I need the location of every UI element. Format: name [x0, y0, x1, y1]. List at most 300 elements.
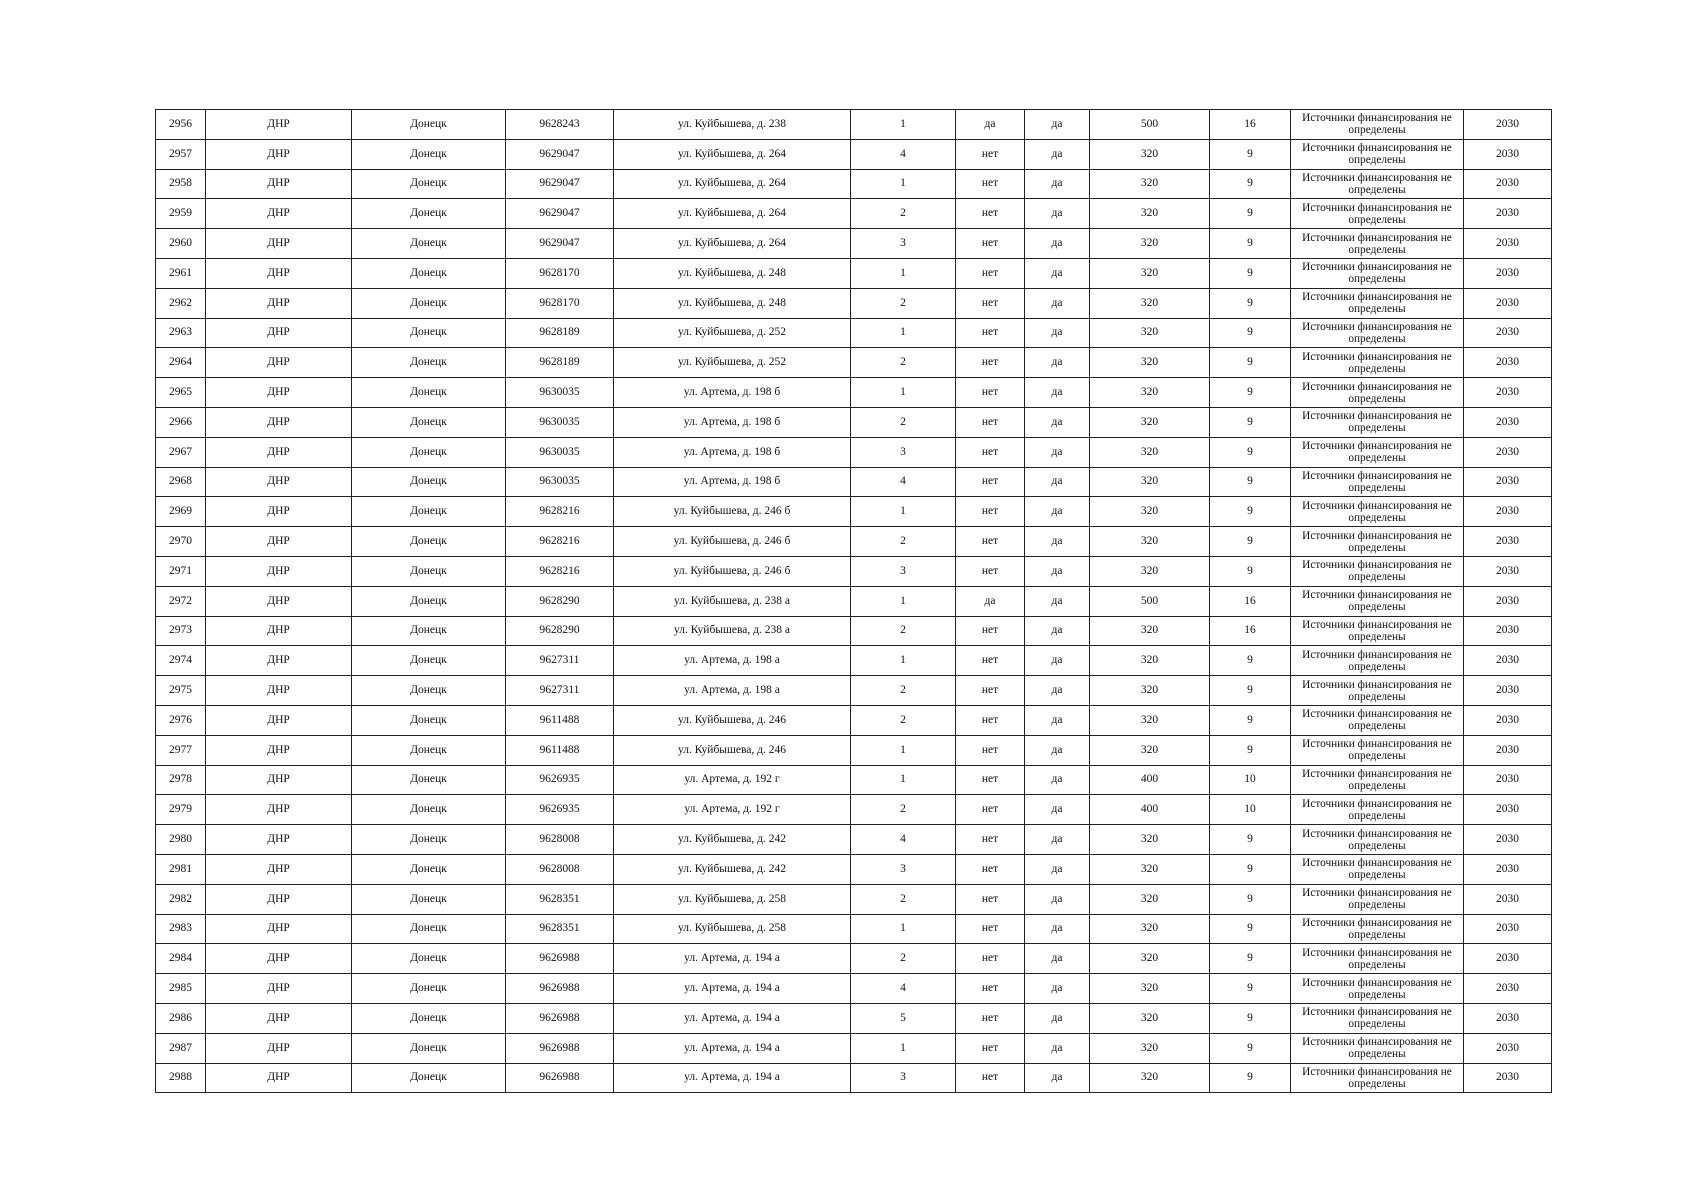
row-number-cell: 2986 — [156, 1003, 206, 1033]
object-code-cell: 9626988 — [506, 974, 614, 1004]
entrance-cell: 1 — [851, 914, 956, 944]
address-cell: ул. Артема, д. 198 б — [614, 407, 851, 437]
address-cell: ул. Артема, д. 194 а — [614, 1063, 851, 1093]
address-cell: ул. Куйбышева, д. 258 — [614, 914, 851, 944]
city-cell: Донецк — [352, 527, 506, 557]
object-code-cell: 9628008 — [506, 854, 614, 884]
funding-cell: Источники финансирования не определены — [1291, 586, 1464, 616]
flag1-cell: нет — [956, 1003, 1025, 1033]
capacity-cell: 320 — [1090, 229, 1210, 259]
funding-cell: Источники финансирования не определены — [1291, 646, 1464, 676]
capacity-cell: 320 — [1090, 646, 1210, 676]
flag1-cell: нет — [956, 318, 1025, 348]
entrance-cell: 1 — [851, 378, 956, 408]
year-cell: 2030 — [1464, 825, 1552, 855]
object-code-cell: 9628170 — [506, 288, 614, 318]
entrance-cell: 2 — [851, 527, 956, 557]
capacity-cell: 320 — [1090, 318, 1210, 348]
row-number-cell: 2966 — [156, 407, 206, 437]
region-cell: ДНР — [206, 974, 352, 1004]
region-cell: ДНР — [206, 1003, 352, 1033]
row-number-cell: 2970 — [156, 527, 206, 557]
capacity-cell: 320 — [1090, 854, 1210, 884]
row-number-cell: 2964 — [156, 348, 206, 378]
city-cell: Донецк — [352, 229, 506, 259]
row-number-cell: 2983 — [156, 914, 206, 944]
flag1-cell: нет — [956, 795, 1025, 825]
floors-cell: 9 — [1210, 944, 1291, 974]
year-cell: 2030 — [1464, 1003, 1552, 1033]
row-number-cell: 2960 — [156, 229, 206, 259]
floors-cell: 9 — [1210, 914, 1291, 944]
city-cell: Донецк — [352, 1033, 506, 1063]
region-cell: ДНР — [206, 110, 352, 140]
year-cell: 2030 — [1464, 229, 1552, 259]
flag1-cell: нет — [956, 169, 1025, 199]
row-number-cell: 2957 — [156, 139, 206, 169]
address-cell: ул. Куйбышева, д. 246 — [614, 735, 851, 765]
flag1-cell: нет — [956, 825, 1025, 855]
flag2-cell: да — [1025, 795, 1090, 825]
floors-cell: 9 — [1210, 974, 1291, 1004]
funding-cell: Источники финансирования не определены — [1291, 735, 1464, 765]
entrance-cell: 4 — [851, 974, 956, 1004]
row-number-cell: 2962 — [156, 288, 206, 318]
region-cell: ДНР — [206, 497, 352, 527]
flag1-cell: нет — [956, 646, 1025, 676]
table-row — [156, 258, 1552, 288]
row-number-cell: 2968 — [156, 467, 206, 497]
address-cell: ул. Артема, д. 198 б — [614, 467, 851, 497]
table-row — [156, 556, 1552, 586]
entrance-cell: 2 — [851, 795, 956, 825]
object-code-cell: 9629047 — [506, 199, 614, 229]
flag1-cell: да — [956, 110, 1025, 140]
floors-cell: 9 — [1210, 556, 1291, 586]
floors-cell: 9 — [1210, 854, 1291, 884]
entrance-cell: 3 — [851, 1063, 956, 1093]
table-row — [156, 854, 1552, 884]
row-number-cell: 2977 — [156, 735, 206, 765]
flag2-cell: да — [1025, 914, 1090, 944]
table-row — [156, 884, 1552, 914]
object-code-cell: 9628290 — [506, 586, 614, 616]
object-code-cell: 9611488 — [506, 705, 614, 735]
flag2-cell: да — [1025, 527, 1090, 557]
object-code-cell: 9626988 — [506, 1063, 614, 1093]
capacity-cell: 320 — [1090, 944, 1210, 974]
entrance-cell: 1 — [851, 1033, 956, 1063]
entrance-cell: 2 — [851, 676, 956, 706]
capacity-cell: 320 — [1090, 914, 1210, 944]
city-cell: Донецк — [352, 258, 506, 288]
row-number-cell: 2980 — [156, 825, 206, 855]
year-cell: 2030 — [1464, 199, 1552, 229]
capacity-cell: 320 — [1090, 884, 1210, 914]
funding-cell: Источники финансирования не определены — [1291, 378, 1464, 408]
capacity-cell: 320 — [1090, 1033, 1210, 1063]
funding-cell: Источники финансирования не определены — [1291, 110, 1464, 140]
floors-cell: 9 — [1210, 318, 1291, 348]
region-cell: ДНР — [206, 407, 352, 437]
row-number-cell: 2984 — [156, 944, 206, 974]
city-cell: Донецк — [352, 705, 506, 735]
flag1-cell: нет — [956, 497, 1025, 527]
capacity-cell: 320 — [1090, 437, 1210, 467]
year-cell: 2030 — [1464, 944, 1552, 974]
capacity-cell: 320 — [1090, 676, 1210, 706]
flag1-cell: нет — [956, 378, 1025, 408]
year-cell: 2030 — [1464, 527, 1552, 557]
floors-cell: 9 — [1210, 1003, 1291, 1033]
year-cell: 2030 — [1464, 318, 1552, 348]
address-cell: ул. Артема, д. 198 б — [614, 378, 851, 408]
capacity-cell: 320 — [1090, 1063, 1210, 1093]
city-cell: Донецк — [352, 497, 506, 527]
flag1-cell: нет — [956, 229, 1025, 259]
flag1-cell: нет — [956, 735, 1025, 765]
funding-cell: Источники финансирования не определены — [1291, 527, 1464, 557]
capacity-cell: 320 — [1090, 705, 1210, 735]
address-cell: ул. Куйбышева, д. 238 а — [614, 616, 851, 646]
table-row — [156, 437, 1552, 467]
city-cell: Донецк — [352, 854, 506, 884]
flag2-cell: да — [1025, 616, 1090, 646]
funding-cell: Источники финансирования не определены — [1291, 556, 1464, 586]
city-cell: Донецк — [352, 139, 506, 169]
entrance-cell: 5 — [851, 1003, 956, 1033]
funding-cell: Источники финансирования не определены — [1291, 676, 1464, 706]
registry-table — [155, 109, 1552, 1093]
flag2-cell: да — [1025, 110, 1090, 140]
row-number-cell: 2958 — [156, 169, 206, 199]
table-row — [156, 765, 1552, 795]
address-cell: ул. Куйбышева, д. 246 б — [614, 497, 851, 527]
city-cell: Донецк — [352, 825, 506, 855]
year-cell: 2030 — [1464, 378, 1552, 408]
region-cell: ДНР — [206, 884, 352, 914]
row-number-cell: 2971 — [156, 556, 206, 586]
flag2-cell: да — [1025, 407, 1090, 437]
city-cell: Донецк — [352, 348, 506, 378]
object-code-cell: 9630035 — [506, 407, 614, 437]
table-row — [156, 586, 1552, 616]
city-cell: Донецк — [352, 378, 506, 408]
year-cell: 2030 — [1464, 169, 1552, 199]
address-cell: ул. Куйбышева, д. 264 — [614, 139, 851, 169]
row-number-cell: 2956 — [156, 110, 206, 140]
object-code-cell: 9627311 — [506, 676, 614, 706]
capacity-cell: 320 — [1090, 497, 1210, 527]
object-code-cell: 9626988 — [506, 1003, 614, 1033]
address-cell: ул. Куйбышева, д. 238 а — [614, 586, 851, 616]
entrance-cell: 2 — [851, 288, 956, 318]
floors-cell: 9 — [1210, 288, 1291, 318]
year-cell: 2030 — [1464, 854, 1552, 884]
address-cell: ул. Куйбышева, д. 258 — [614, 884, 851, 914]
table-row — [156, 1033, 1552, 1063]
flag2-cell: да — [1025, 169, 1090, 199]
city-cell: Донецк — [352, 795, 506, 825]
object-code-cell: 9628170 — [506, 258, 614, 288]
object-code-cell: 9628216 — [506, 527, 614, 557]
flag1-cell: нет — [956, 1033, 1025, 1063]
entrance-cell: 1 — [851, 318, 956, 348]
floors-cell: 9 — [1210, 348, 1291, 378]
flag1-cell: нет — [956, 437, 1025, 467]
funding-cell: Источники финансирования не определены — [1291, 765, 1464, 795]
city-cell: Донецк — [352, 735, 506, 765]
capacity-cell: 320 — [1090, 378, 1210, 408]
city-cell: Донецк — [352, 318, 506, 348]
table-row — [156, 467, 1552, 497]
year-cell: 2030 — [1464, 765, 1552, 795]
city-cell: Донецк — [352, 646, 506, 676]
region-cell: ДНР — [206, 825, 352, 855]
year-cell: 2030 — [1464, 258, 1552, 288]
capacity-cell: 320 — [1090, 974, 1210, 1004]
year-cell: 2030 — [1464, 288, 1552, 318]
year-cell: 2030 — [1464, 884, 1552, 914]
entrance-cell: 2 — [851, 884, 956, 914]
flag1-cell: нет — [956, 914, 1025, 944]
city-cell: Донецк — [352, 556, 506, 586]
address-cell: ул. Артема, д. 192 г — [614, 765, 851, 795]
table-row — [156, 646, 1552, 676]
floors-cell: 9 — [1210, 229, 1291, 259]
city-cell: Донецк — [352, 407, 506, 437]
flag2-cell: да — [1025, 467, 1090, 497]
flag1-cell: нет — [956, 527, 1025, 557]
flag2-cell: да — [1025, 944, 1090, 974]
flag1-cell: нет — [956, 139, 1025, 169]
floors-cell: 9 — [1210, 884, 1291, 914]
flag2-cell: да — [1025, 378, 1090, 408]
funding-cell: Источники финансирования не определены — [1291, 437, 1464, 467]
year-cell: 2030 — [1464, 437, 1552, 467]
floors-cell: 9 — [1210, 735, 1291, 765]
flag1-cell: нет — [956, 1063, 1025, 1093]
table-row — [156, 676, 1552, 706]
region-cell: ДНР — [206, 318, 352, 348]
funding-cell: Источники финансирования не определены — [1291, 914, 1464, 944]
region-cell: ДНР — [206, 467, 352, 497]
year-cell: 2030 — [1464, 348, 1552, 378]
row-number-cell: 2981 — [156, 854, 206, 884]
funding-cell: Источники финансирования не определены — [1291, 884, 1464, 914]
entrance-cell: 1 — [851, 735, 956, 765]
floors-cell: 9 — [1210, 527, 1291, 557]
object-code-cell: 9626988 — [506, 1033, 614, 1063]
city-cell: Донецк — [352, 467, 506, 497]
floors-cell: 9 — [1210, 407, 1291, 437]
region-cell: ДНР — [206, 556, 352, 586]
floors-cell: 9 — [1210, 169, 1291, 199]
row-number-cell: 2963 — [156, 318, 206, 348]
object-code-cell: 9629047 — [506, 139, 614, 169]
table-row — [156, 199, 1552, 229]
region-cell: ДНР — [206, 795, 352, 825]
capacity-cell: 320 — [1090, 735, 1210, 765]
object-code-cell: 9628008 — [506, 825, 614, 855]
address-cell: ул. Куйбышева, д. 264 — [614, 229, 851, 259]
flag1-cell: нет — [956, 944, 1025, 974]
funding-cell: Источники финансирования не определены — [1291, 139, 1464, 169]
table-row — [156, 944, 1552, 974]
floors-cell: 10 — [1210, 765, 1291, 795]
object-code-cell: 9626935 — [506, 795, 614, 825]
region-cell: ДНР — [206, 735, 352, 765]
entrance-cell: 2 — [851, 944, 956, 974]
object-code-cell: 9628290 — [506, 616, 614, 646]
flag2-cell: да — [1025, 705, 1090, 735]
object-code-cell: 9629047 — [506, 169, 614, 199]
funding-cell: Источники финансирования не определены — [1291, 318, 1464, 348]
row-number-cell: 2975 — [156, 676, 206, 706]
floors-cell: 9 — [1210, 825, 1291, 855]
capacity-cell: 320 — [1090, 258, 1210, 288]
region-cell: ДНР — [206, 199, 352, 229]
year-cell: 2030 — [1464, 676, 1552, 706]
capacity-cell: 320 — [1090, 199, 1210, 229]
flag2-cell: да — [1025, 974, 1090, 1004]
funding-cell: Источники финансирования не определены — [1291, 348, 1464, 378]
region-cell: ДНР — [206, 378, 352, 408]
city-cell: Донецк — [352, 1063, 506, 1093]
object-code-cell: 9629047 — [506, 229, 614, 259]
entrance-cell: 1 — [851, 258, 956, 288]
year-cell: 2030 — [1464, 795, 1552, 825]
flag1-cell: нет — [956, 467, 1025, 497]
flag1-cell: нет — [956, 616, 1025, 646]
address-cell: ул. Артема, д. 194 а — [614, 1003, 851, 1033]
region-cell: ДНР — [206, 437, 352, 467]
row-number-cell: 2982 — [156, 884, 206, 914]
table-row — [156, 1063, 1552, 1093]
flag2-cell: да — [1025, 348, 1090, 378]
region-cell: ДНР — [206, 705, 352, 735]
floors-cell: 9 — [1210, 467, 1291, 497]
city-cell: Донецк — [352, 586, 506, 616]
capacity-cell: 320 — [1090, 467, 1210, 497]
capacity-cell: 320 — [1090, 407, 1210, 437]
object-code-cell: 9628351 — [506, 914, 614, 944]
funding-cell: Источники финансирования не определены — [1291, 288, 1464, 318]
entrance-cell: 3 — [851, 437, 956, 467]
table-row — [156, 169, 1552, 199]
capacity-cell: 320 — [1090, 616, 1210, 646]
entrance-cell: 1 — [851, 169, 956, 199]
funding-cell: Источники финансирования не определены — [1291, 854, 1464, 884]
floors-cell: 9 — [1210, 646, 1291, 676]
flag2-cell: да — [1025, 854, 1090, 884]
funding-cell: Источники финансирования не определены — [1291, 467, 1464, 497]
entrance-cell: 4 — [851, 825, 956, 855]
flag2-cell: да — [1025, 229, 1090, 259]
city-cell: Донецк — [352, 169, 506, 199]
year-cell: 2030 — [1464, 1033, 1552, 1063]
table-row — [156, 229, 1552, 259]
funding-cell: Источники финансирования не определены — [1291, 1003, 1464, 1033]
table-row — [156, 139, 1552, 169]
region-cell: ДНР — [206, 616, 352, 646]
floors-cell: 9 — [1210, 437, 1291, 467]
year-cell: 2030 — [1464, 556, 1552, 586]
flag2-cell: да — [1025, 735, 1090, 765]
flag1-cell: нет — [956, 676, 1025, 706]
row-number-cell: 2988 — [156, 1063, 206, 1093]
year-cell: 2030 — [1464, 407, 1552, 437]
flag2-cell: да — [1025, 1033, 1090, 1063]
table-row — [156, 497, 1552, 527]
flag2-cell: да — [1025, 139, 1090, 169]
row-number-cell: 2976 — [156, 705, 206, 735]
address-cell: ул. Куйбышева, д. 264 — [614, 199, 851, 229]
region-cell: ДНР — [206, 1063, 352, 1093]
city-cell: Донецк — [352, 616, 506, 646]
entrance-cell: 1 — [851, 646, 956, 676]
table-body — [156, 110, 1552, 1093]
flag2-cell: да — [1025, 1003, 1090, 1033]
object-code-cell: 9630035 — [506, 467, 614, 497]
address-cell: ул. Куйбышева, д. 242 — [614, 825, 851, 855]
address-cell: ул. Куйбышева, д. 246 б — [614, 527, 851, 557]
flag2-cell: да — [1025, 825, 1090, 855]
funding-cell: Источники финансирования не определены — [1291, 974, 1464, 1004]
entrance-cell: 2 — [851, 199, 956, 229]
address-cell: ул. Артема, д. 198 а — [614, 676, 851, 706]
floors-cell: 9 — [1210, 139, 1291, 169]
table-row — [156, 1003, 1552, 1033]
address-cell: ул. Артема, д. 198 а — [614, 646, 851, 676]
floors-cell: 10 — [1210, 795, 1291, 825]
flag1-cell: нет — [956, 407, 1025, 437]
flag2-cell: да — [1025, 646, 1090, 676]
flag1-cell: да — [956, 586, 1025, 616]
year-cell: 2030 — [1464, 586, 1552, 616]
table-row — [156, 288, 1552, 318]
address-cell: ул. Куйбышева, д. 264 — [614, 169, 851, 199]
city-cell: Донецк — [352, 884, 506, 914]
capacity-cell: 320 — [1090, 556, 1210, 586]
year-cell: 2030 — [1464, 616, 1552, 646]
capacity-cell: 320 — [1090, 288, 1210, 318]
row-number-cell: 2987 — [156, 1033, 206, 1063]
address-cell: ул. Куйбышева, д. 246 — [614, 705, 851, 735]
row-number-cell: 2979 — [156, 795, 206, 825]
funding-cell: Источники финансирования не определены — [1291, 229, 1464, 259]
row-number-cell: 2969 — [156, 497, 206, 527]
flag2-cell: да — [1025, 258, 1090, 288]
flag2-cell: да — [1025, 586, 1090, 616]
flag2-cell: да — [1025, 437, 1090, 467]
object-code-cell: 9630035 — [506, 378, 614, 408]
object-code-cell: 9628351 — [506, 884, 614, 914]
row-number-cell: 2972 — [156, 586, 206, 616]
flag2-cell: да — [1025, 199, 1090, 229]
address-cell: ул. Куйбышева, д. 238 — [614, 110, 851, 140]
capacity-cell: 320 — [1090, 348, 1210, 378]
capacity-cell: 320 — [1090, 527, 1210, 557]
flag2-cell: да — [1025, 556, 1090, 586]
entrance-cell: 2 — [851, 407, 956, 437]
city-cell: Донецк — [352, 914, 506, 944]
region-cell: ДНР — [206, 348, 352, 378]
entrance-cell: 3 — [851, 556, 956, 586]
table-row — [156, 795, 1552, 825]
flag1-cell: нет — [956, 348, 1025, 378]
year-cell: 2030 — [1464, 110, 1552, 140]
